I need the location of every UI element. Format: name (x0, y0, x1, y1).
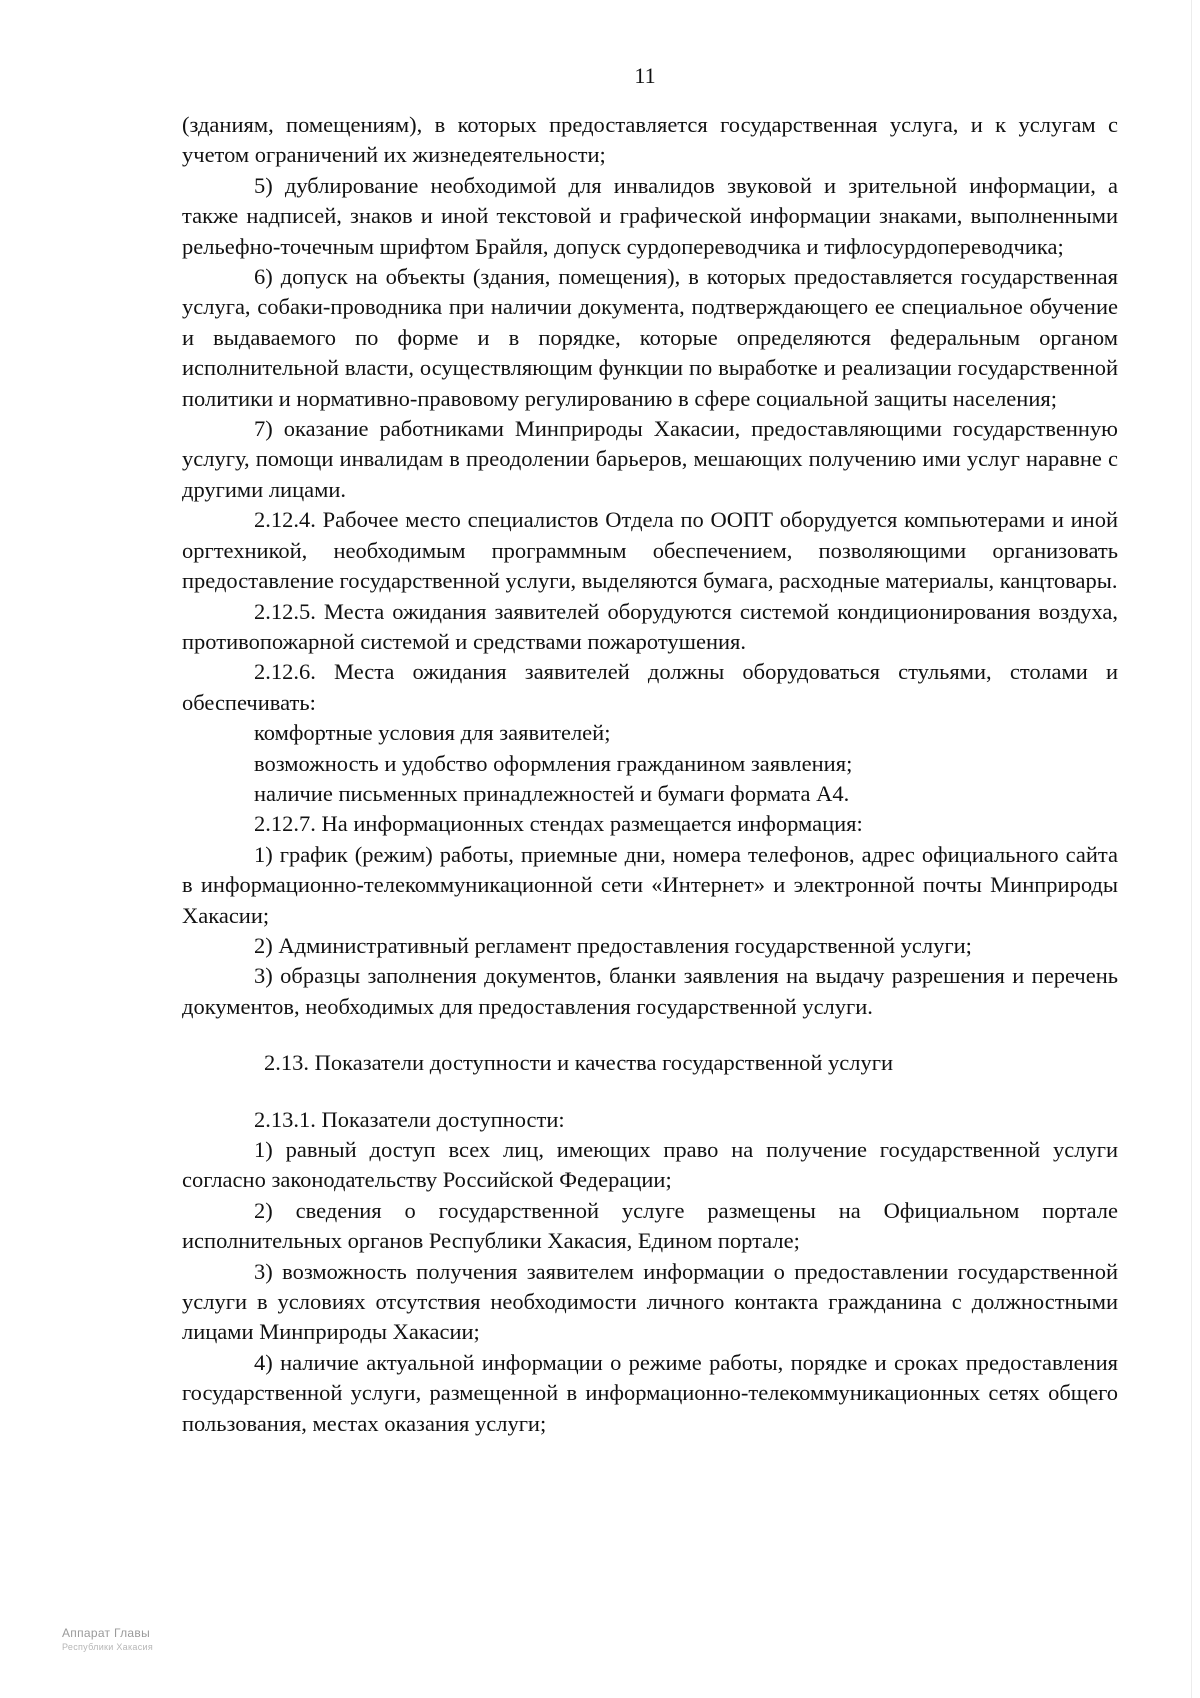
registration-stamp (62, 1626, 153, 1654)
paragraph-access-item-2: 2) сведения о государственной услуге размещены на Официальном портале исполнительных органов Республики Хакасия, Едином портале; (182, 1197, 1118, 1254)
paragraph-2-12-4: 2.12.4. Рабочее место специалистов Отдела по ООПТ оборудуется компьютерами и иной оргтехникой, необходимым программным обеспечением, позволяющими организовать предоставление государственной услуги, выделяются бумага, расходные материалы, канцтовары. (182, 507, 1118, 594)
paragraph-2-12-7: 2.12.7. На информационных стендах размещается информация: (254, 811, 863, 837)
paragraph-2-12-6: 2.12.6. Места ожидания заявителей должны оборудоваться стульями, столами и обеспечивать: (182, 659, 1118, 715)
paragraph-item-5: 5) дублирование необходимой для инвалидов звуковой и зрительной информации, а также надписей, знаков и иной текстовой и графической информации знаками, выполненными рельефно-точечным шрифтом Брайля, допуск сурдопереводчика и тифлосурдопереводчика; (182, 172, 1118, 259)
page-number: 11 (634, 63, 656, 88)
paragraph-stand-item-2: 2) Административный регламент предоставления государственной услуги; (254, 932, 972, 958)
list-line-comfort: комфортные условия для заявителей; (254, 720, 611, 746)
section-heading: 2.13. Показатели доступности и качества государственной услуги (264, 1050, 894, 1076)
paragraph-continuation: (зданиям, помещениям), в которых предоставляется государственная услуга, и к услугам с учетом ограничений их жизнедеятельности; (182, 112, 1118, 168)
paragraph-2-12-5: 2.12.5. Места ожидания заявителей оборудуются системой кондиционирования воздуха, противопожарной системой и средствами пожаротушения. (182, 598, 1118, 654)
stamp-line-1: Аппарат Главы (62, 1626, 150, 1640)
paragraph-stand-item-3: 3) образцы заполнения документов, бланки заявления на выдачу разрешения и перечень документов, необходимых для предоставления государственной услуги. (182, 963, 1118, 1019)
document-body (182, 110, 1118, 1439)
stamp-line-2: Республики Хакасия (62, 1642, 154, 1652)
paragraph-2-13-1: 2.13.1. Показатели доступности: (254, 1106, 565, 1132)
paragraph-item-7: 7) оказание работниками Минприроды Хакасии, предоставляющими государственную услугу, помощи инвалидам в преодолении барьеров, мешающих получению ими услуг наравне с другими лицами. (182, 416, 1118, 502)
paragraph-access-item-3: 3) возможность получения заявителем информации о предоставлении государственной услуги в условиях отсутствия необходимости личного контакта гражданина с должностными лицами Минприроды Хакасии; (182, 1258, 1118, 1345)
paragraph-item-6: 6) допуск на объекты (здания, помещения), в которых предоставляется государственная услуга, собаки-проводника при наличии документа, подтверждающего ее специальное обучение и выдаваемого по форме и в порядке, которые определяются федеральным органом исполнительной власти, осуществляющим функции по выработке и реализации государственной политики и нормативно-правовому регулированию в сфере социальной защиты населения; (182, 264, 1118, 411)
list-line-supplies: наличие письменных принадлежностей и бумаги формата А4. (254, 780, 850, 806)
scan-edge-line (1191, 0, 1192, 1698)
paragraph-access-item-1: 1) равный доступ всех лиц, имеющих право на получение государственной услуги согласно законодательству Российской Федерации; (182, 1137, 1118, 1193)
list-line-convenience: возможность и удобство оформления гражданином заявления; (254, 750, 853, 776)
paragraph-access-item-4: 4) наличие актуальной информации о режиме работы, порядке и сроках предоставления государственной услуги, размещенной в информационно-телекоммуникационных сетях общего пользования, местах оказания услуги; (182, 1349, 1118, 1436)
paragraph-stand-item-1: 1) график (режим) работы, приемные дни, номера телефонов, адрес официального сайта в информационно-телекоммуникационной сети «Интернет» и электронной почты Минприроды Хакасии; (182, 841, 1118, 928)
